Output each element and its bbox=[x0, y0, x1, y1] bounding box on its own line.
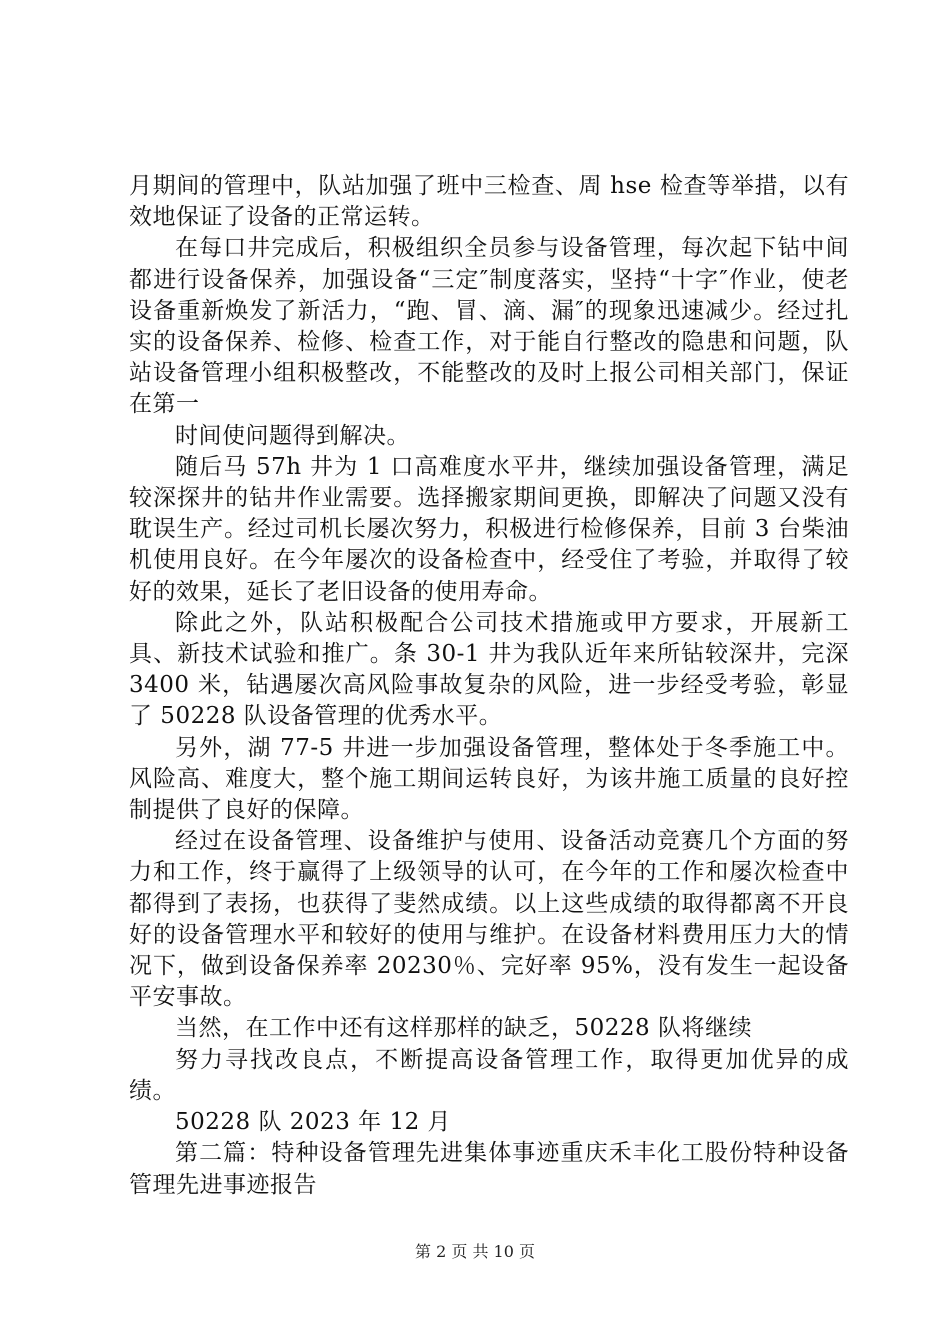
paragraph-1: 月期间的管理中，队站加强了班中三检查、周 hse 检查等举措，以有效地保证了设备的正常运转。 bbox=[129, 173, 849, 231]
paragraph-4: 随后马 57h 井为 1 口高难度水平井，继续加强设备管理，满足较深探井的钻井作业需要。选择搬家期间更换，即解决了问题又没有耽误生产。经过司机长屡次努力，积极进行检修保养，目前 3 台柴油机使用良好。在今年屡次的设备检查中，经受住了考验，并取得了较好的效果，延长了老旧设备的使用寿命。 bbox=[129, 453, 849, 605]
paragraph-2: 在每口井完成后，积极组织全员参与设备管理，每次起下钻中间都进行设备保养，加强设备“三定″制度落实，坚持“十字″作业，使老设备重新焕发了新活力，“跑、冒、滴、漏″的现象迅速减少。经过扎实的设备保养、检修、检查工作，对于能自行整改的隐患和问题，队站设备管理小组积极整改，不能整改的及时上报公司相关部门，保证在第一 bbox=[129, 235, 849, 418]
paragraph-7: 经过在设备管理、设备维护与使用、设备活动竞赛几个方面的努力和工作，终于赢得了上级领导的认可，在今年的工作和屡次检查中都得到了表扬，也获得了斐然成绩。以上这些成绩的取得都离不开良好的设备管理水平和较好的使用与维护。在设备材料费用压力大的情况下，做到设备保养率 20230％、完好率 95%，没有发生一起设备平安事故。 bbox=[129, 828, 849, 1011]
paragraph-8: 当然，在工作中还有这样那样的缺乏，50228 队将继续 bbox=[175, 1015, 752, 1042]
page-number-footer: 第 2 页 共 10 页 bbox=[415, 1242, 535, 1261]
signature-date: 50228 队 2023 年 12 月 bbox=[175, 1109, 452, 1136]
document-body bbox=[129, 171, 849, 1201]
paragraph-9: 努力寻找改良点，不断提高设备管理工作，取得更加优异的成绩。 bbox=[129, 1046, 849, 1104]
paragraph-3: 时间使问题得到解决。 bbox=[175, 422, 410, 449]
paragraph-5: 除此之外，队站积极配合公司技术措施或甲方要求，开展新工具、新技术试验和推广。条 30-1 井为我队近年来所钻较深井，完深 3400 米，钻遇屡次高风险事故复杂的风险，进一步经受考验，彰显了 50228 队设备管理的优秀水平。 bbox=[129, 609, 849, 730]
paragraph-6: 另外，湖 77-5 井进一步加强设备管理，整体处于冬季施工中。风险高、难度大，整个施工期间运转良好，为该井施工质量的良好控制提供了良好的保障。 bbox=[129, 734, 849, 824]
section-heading: 第二篇：特种设备管理先进集体事迹重庆禾丰化工股份特种设备管理先进事迹报告 bbox=[129, 1140, 849, 1198]
